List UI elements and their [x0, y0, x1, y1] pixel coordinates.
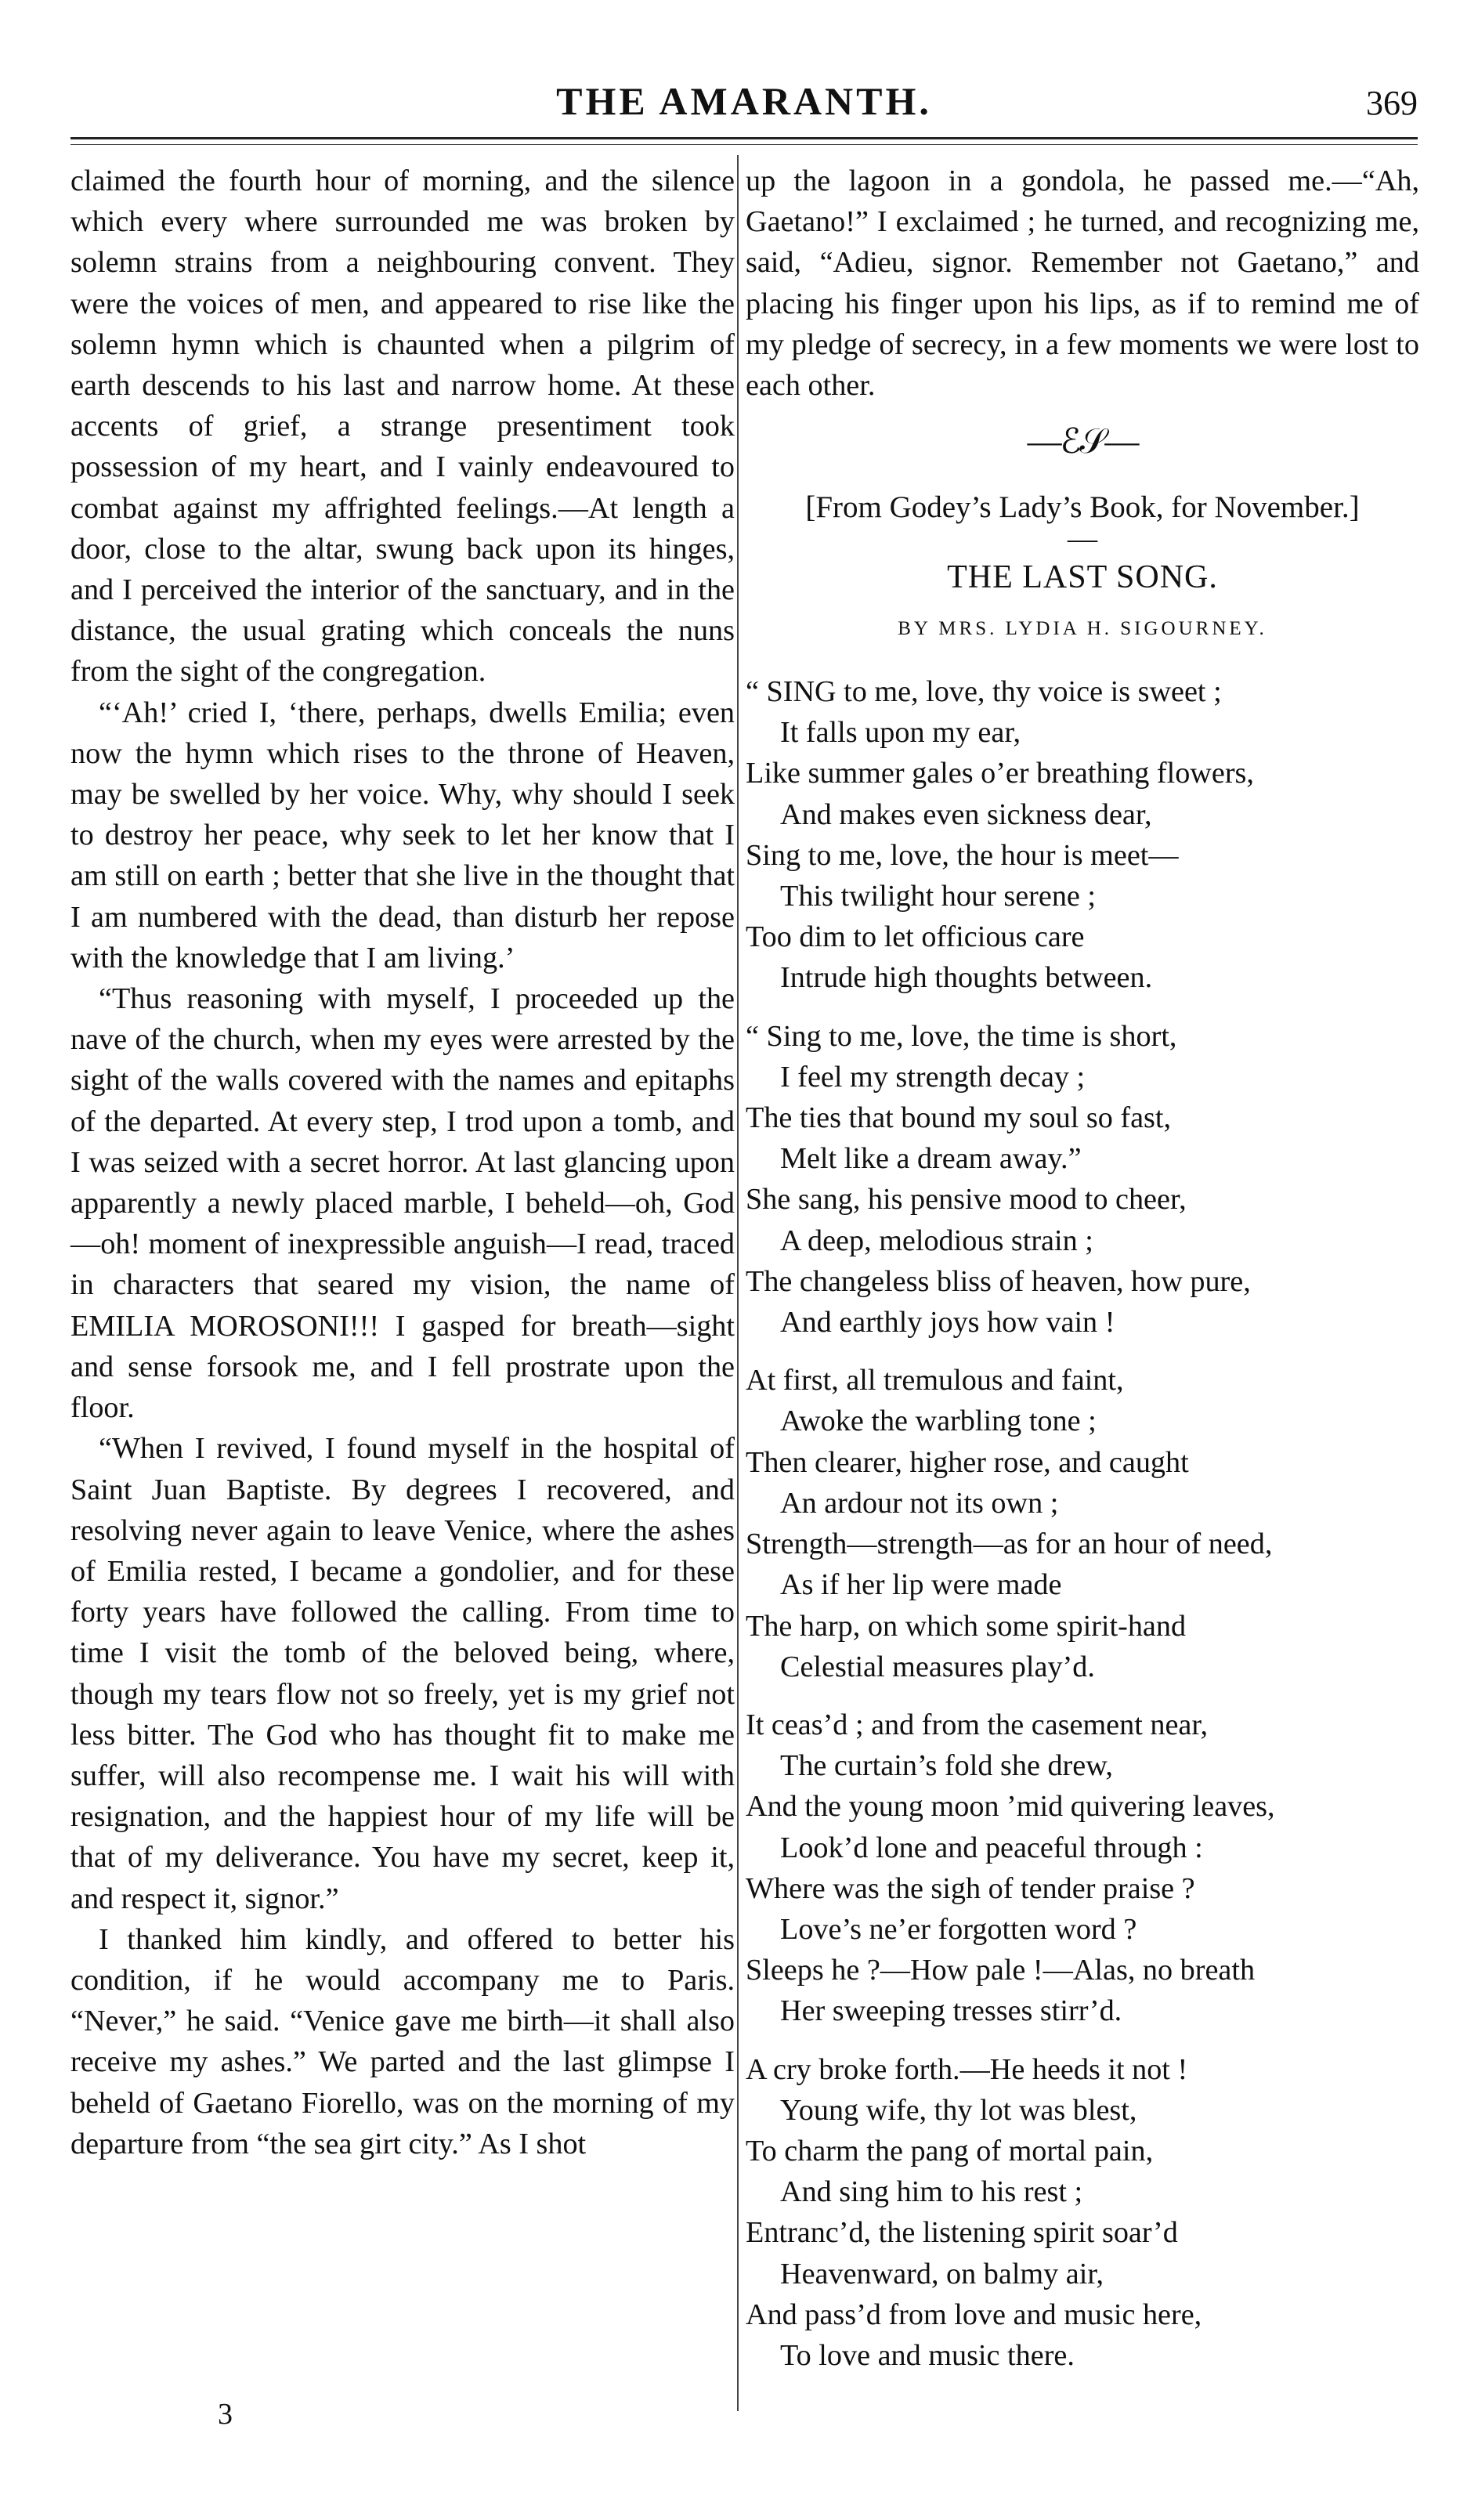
left-column	[70, 161, 735, 2164]
header-rule-thin	[70, 144, 1418, 145]
poem-line: And pass’d from love and music here,	[746, 2298, 1202, 2331]
poem-line: At first, all tremulous and faint,	[746, 1364, 1124, 1397]
source-dash: —	[1067, 522, 1098, 555]
poem-line: Her sweeping tresses stirr’d.	[780, 1994, 1122, 2028]
poem-line: Young wife, thy lot was blest,	[780, 2093, 1137, 2127]
poem-stanza	[746, 1360, 1419, 1687]
poem-line: The ties that bound my soul so fast,	[746, 1101, 1172, 1135]
poem-line: She sang, his pensive mood to cheer,	[746, 1183, 1187, 1217]
poem-line: Love’s ne’er forgotten word ?	[780, 1912, 1137, 1946]
story-paragraph: claimed the fourth hour of morning, and the silence which every where surrounded me was broken by solemn strains from a neighbouring convent. They were the voices of men, and appeared to rise like the solemn hymn which is chaunted when a pilgrim of earth descends to his last and narrow home. At these accents of grief, a strange presentiment took possession of my heart, and I vainly endeavoured to combat against my affrighted feelings.—At length a door, close to the altar, swung back upon its hinges, and I perceived the interior of the sanctuary, and in the distance, the usual grating which conceals the nuns from the sight of the congregation.	[70, 165, 735, 689]
poem-line: Look’d lone and peaceful through :	[780, 1831, 1203, 1864]
poem-line: Awoke the warbling tone ;	[780, 1405, 1097, 1438]
poem-line: I feel my strength decay ;	[780, 1060, 1086, 1094]
story-paragraph: “‘Ah!’ cried I, ‘there, perhaps, dwells Emilia; even now the hymn which rises to the throne of Heaven, may be swelled by her voice. Why, why should I seek to destroy her peace, why seek to let her know that I am still on earth ; better that she live in the thought that I am numbered with the dead, than disturb her repose with the knowledge that I am living.’	[70, 696, 735, 974]
page-number: 369	[1366, 84, 1418, 122]
story-paragraph: I thanked him kindly, and offered to better his condition, if he would accompany me to Paris. “Never,” he said. “Venice gave me birth—it shall also receive my ashes.” We parted and the last glimpse I beheld of Gaetano Fiorello, was on the morning of my departure from “the sea girt city.” As I shot	[70, 1922, 735, 2160]
ornament-divider: —ℰ𝒮—	[1027, 422, 1138, 461]
poem-line: And the young moon ’mid quivering leaves,	[746, 1790, 1275, 1824]
poem-line: Heavenward, on balmy air,	[780, 2257, 1104, 2290]
poem-line: Like summer gales o’er breathing flowers,	[746, 757, 1254, 790]
poem-line: As if her lip were made	[780, 1568, 1062, 1602]
poem-line: Entranc’d, the listening spirit soar’d	[746, 2216, 1178, 2250]
poem-line: It falls upon my ear,	[780, 716, 1021, 750]
poem-line: A cry broke forth.—He heeds it not !	[746, 2052, 1188, 2086]
poem-line: The harp, on which some spirit-hand	[746, 1609, 1187, 1643]
poem-line: And earthly joys how vain !	[780, 1306, 1115, 1340]
poem-line: An ardour not its own ;	[780, 1486, 1059, 1520]
poem-byline: BY MRS. LYDIA H. SIGOURNEY.	[898, 617, 1267, 639]
poem-line: “ Sing to me, love, the time is short,	[746, 1019, 1177, 1053]
poem-line: Then clearer, higher rose, and caught	[746, 1445, 1189, 1479]
signature-mark: 3	[218, 2398, 233, 2431]
story-continuation: up the lagoon in a gondola, he passed me.—“Ah, Gaetano!” I exclaimed ; he turned, and recognizing me, said, “Adieu, signor. Remember not Gaetano,” and placing his finger upon his lips, as if to remind me of my pledge of secrecy, in a few moments we were lost to each other.	[746, 165, 1419, 403]
poem-line: Sleeps he ?—How pale !—Alas, no breath	[746, 1954, 1256, 1987]
poem-line: The curtain’s fold she drew,	[780, 1749, 1113, 1783]
poem-stanza	[746, 1016, 1419, 1343]
poem-line: This twilight hour serene ;	[780, 880, 1097, 913]
header-rule	[70, 137, 1418, 139]
poem-line: Strength—strength—as for an hour of need,	[746, 1528, 1273, 1561]
page-header	[70, 78, 1418, 125]
poem-line: Intrude high thoughts between.	[780, 961, 1153, 995]
poem-line: And sing him to his rest ;	[780, 2175, 1083, 2209]
column-divider	[737, 155, 739, 2411]
poem-title: THE LAST SONG.	[947, 559, 1218, 595]
poem-line: Melt like a dream away.”	[780, 1142, 1082, 1176]
poem-stanza	[746, 1705, 1419, 2032]
story-paragraph: “When I revived, I found myself in the hospital of Saint Juan Baptiste. By degrees I recovered, and resolving never again to leave Venice, where the ashes of Emilia rested, I became a gondolier, and for these forty years have followed the calling. From time to time I visit the tomb of the beloved being, where, though my tears flow not so freely, yet is my grief not less bitter. The God who has thought fit to make me suffer, will also recompense me. I wait his will with resignation, and the happiest hour of my life will be that of my deliverance. You have my secret, keep it, and respect it, signor.”	[70, 1432, 735, 1915]
poem-source: [From Godey’s Lady’s Book, for November.]	[805, 490, 1360, 525]
running-title: THE AMARANTH.	[556, 79, 932, 123]
poem-line: Celestial measures play’d.	[780, 1650, 1095, 1683]
poem-stanza	[746, 2049, 1419, 2377]
right-column	[746, 161, 1419, 2393]
story-paragraph: “Thus reasoning with myself, I proceeded up the nave of the church, when my eyes were arrested by the sight of the walls covered with the names and epitaphs of the departed. At every step, I trod upon a tomb, and I was seized with a secret horror. At last glancing upon apparently a newly placed marble, I beheld—oh, God—oh! moment of inexpressible anguish—I read, traced in characters that seared my vision, the name of EMILIA MOROSONI!!! I gasped for breath—sight and sense forsook me, and I fell prostrate upon the floor.	[70, 982, 735, 1425]
poem-line: Too dim to let officious care	[746, 920, 1085, 954]
poem-line: The changeless bliss of heaven, how pure,	[746, 1264, 1251, 1298]
poem-line: To love and music there.	[780, 2338, 1075, 2372]
poem-line: It ceas’d ; and from the casement near,	[746, 1708, 1209, 1741]
poem-line: Where was the sigh of tender praise ?	[746, 1871, 1195, 1905]
poem-line: Sing to me, love, the hour is meet—	[746, 838, 1179, 872]
poem-line: And makes even sickness dear,	[780, 797, 1152, 831]
poem-line: “ SING to me, love, thy voice is sweet ;	[746, 675, 1222, 709]
poem-line: A deep, melodious strain ;	[780, 1224, 1093, 1257]
poem-line: To charm the pang of mortal pain,	[746, 2134, 1154, 2167]
poem-stanza	[746, 671, 1419, 999]
